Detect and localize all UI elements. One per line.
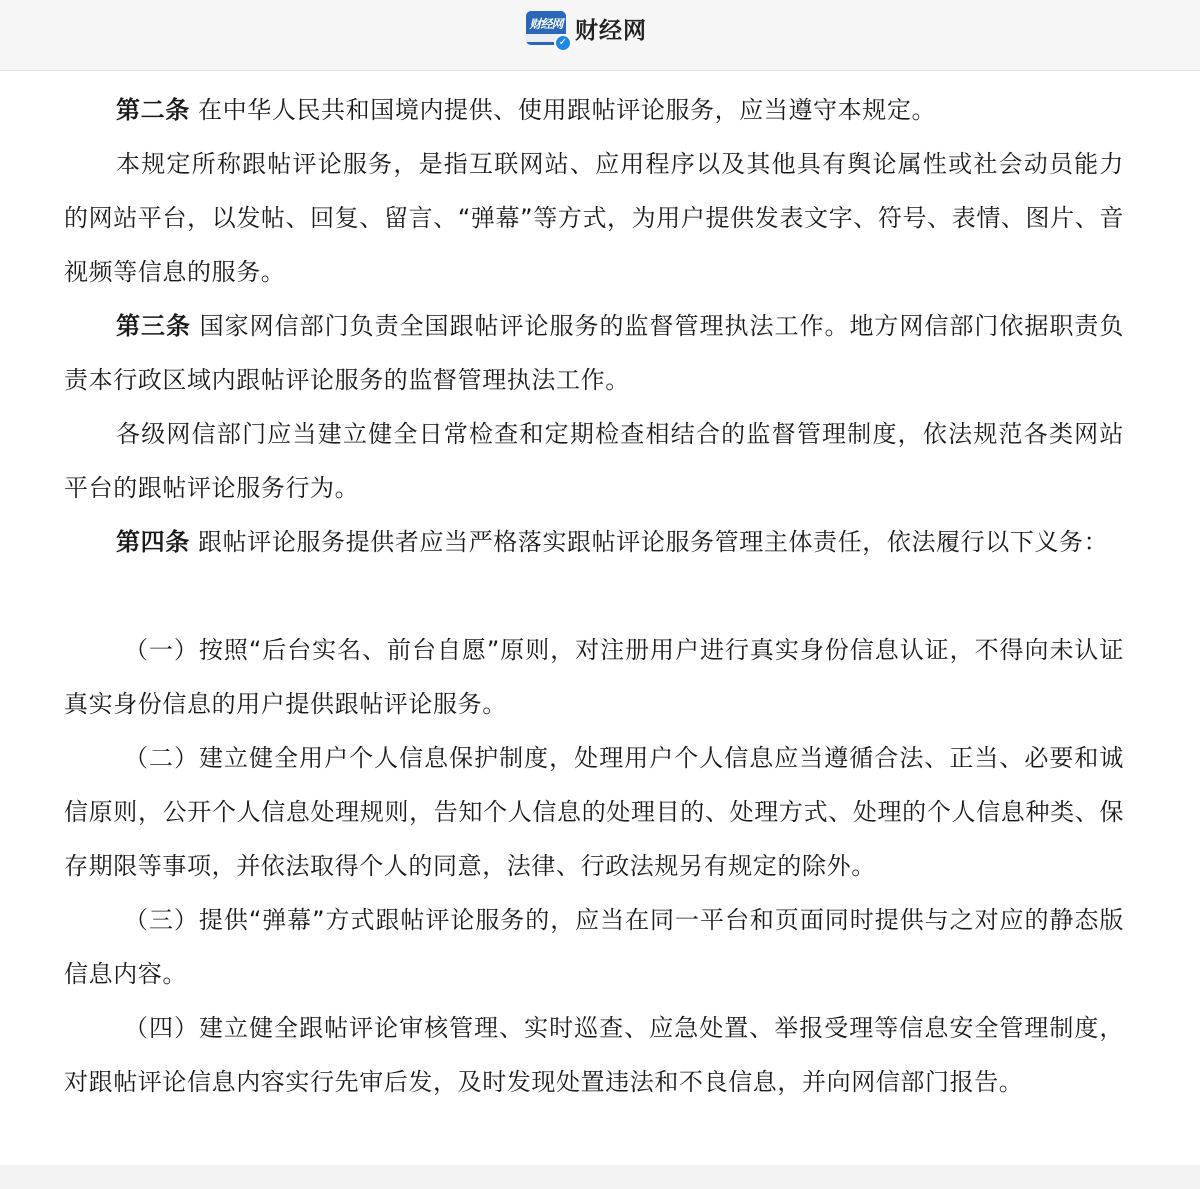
brand[interactable] (526, 11, 647, 45)
article-4-title: 第四条 (116, 528, 190, 556)
article-3-title: 第三条 (116, 312, 191, 340)
article-2-title: 第二条 (116, 96, 190, 124)
article-2-text: 在中华人民共和国境内提供、使用跟帖评论服务，应当遵守本规定。 (189, 96, 937, 124)
site-name: 财经网 (575, 17, 647, 44)
article-4-item-2: （二）建立健全用户个人信息保护制度，处理用户个人信息应当遵循合法、正当、必要和诚信原则，公开个人信息处理规则，告知个人信息的处理目的、处理方式、处理的个人信息种类、保存期限等事项，并依法取得个人的同意，法律、行政法规另有规定的除外。 (64, 744, 1124, 880)
document-body (0, 71, 1200, 1165)
article-3-text: 国家网信部门负责全国跟帖评论服务的监督管理执法工作。地方网信部门依据职责负责本行政区域内跟帖评论服务的监督管理执法工作。 (64, 312, 1124, 394)
article-4-item-1: （一）按照“后台实名、前台自愿”原则，对注册用户进行真实身份信息认证，不得向未认证真实身份信息的用户提供跟帖评论服务。 (64, 636, 1124, 718)
article-3-supervision-paragraph: 各级网信部门应当建立健全日常检查和定期检查相结合的监督管理制度，依法规范各类网站平台的跟帖评论服务行为。 (64, 420, 1124, 502)
article-4-paragraph (64, 515, 1124, 569)
article-2-definition-paragraph: 本规定所称跟帖评论服务，是指互联网站、应用程序以及其他具有舆论属性或社会动员能力的网站平台，以发帖、回复、留言、“弹幕”等方式，为用户提供发表文字、符号、表情、图片、音视频等信息的服务。 (64, 150, 1124, 286)
verified-badge-icon: ✓ (554, 34, 572, 52)
article-4-item-4: （四）建立健全跟帖评论审核管理、实时巡查、应急处置、举报受理等信息安全管理制度，对跟帖评论信息内容实行先审后发，及时发现处置违法和不良信息，并向网信部门报告。 (64, 1014, 1124, 1096)
article-2-paragraph (64, 83, 1124, 137)
article-4-item-3: （三）提供“弹幕”方式跟帖评论服务的，应当在同一平台和页面同时提供与之对应的静态版信息内容。 (64, 906, 1124, 988)
article-3-paragraph (64, 299, 1124, 407)
article-4-text: 跟帖评论服务提供者应当严格落实跟帖评论服务管理主体责任，依法履行以下义务： (189, 528, 1109, 556)
app-header (0, 0, 1200, 71)
logo-text: 财经网 (529, 17, 563, 31)
bottom-strip (0, 1165, 1200, 1189)
